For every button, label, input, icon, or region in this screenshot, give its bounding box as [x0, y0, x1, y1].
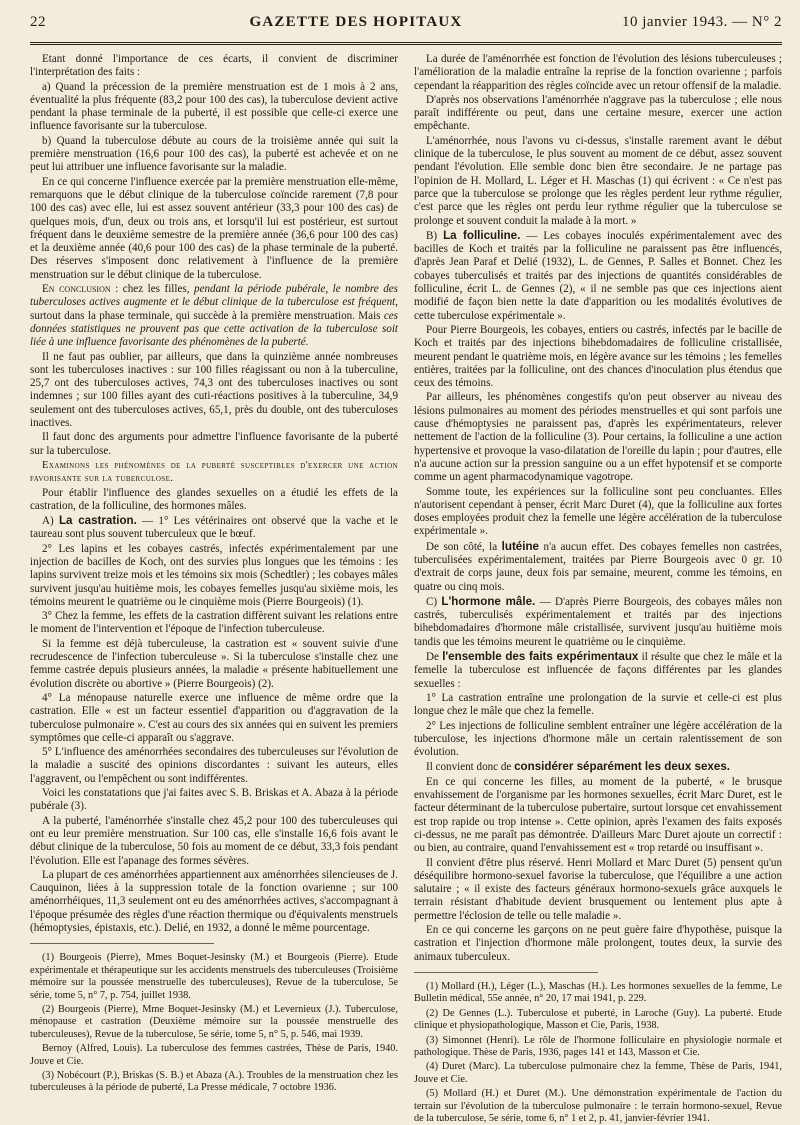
text-run: Il convient donc de [426, 761, 515, 774]
text-run: — D'après Pierre Bourgeois, des cobayes mâles non castrés, tuberculisés expérimentalement et traités par des injections bihebdomadaires d'hormone mâle cristallisée, survivent jusqu'au huitième mois tandis que les témoins meurent le quatrième ou le cinquième. [414, 595, 782, 648]
subsection-title: La folliculine. [443, 228, 521, 242]
text-run: : chez les filles, [110, 283, 195, 296]
paragraph: 3° Chez la femme, les effets de la castration diffèrent suivant les relations entre le moment de l'intervention et l'époque de l'infection tuberculeuse. [30, 610, 398, 636]
text-run: De [426, 651, 443, 664]
paragraph: Somme toute, les expériences sur la folliculine sont peu concluantes. Elles n'autorisent cependant à penser, écrit Marc Duret (4), que la folliculine aux fortes doses employées produit chez la femelle une légère accélération de la tuberculose expérimentale ». [414, 485, 782, 538]
conclusion-paragraph [30, 283, 398, 349]
subsection-castration [30, 514, 398, 542]
footnote: (3) Simonnet (Henri). Le rôle de l'hormone folliculaire en physiologie normale et pathologique. Thèse de Paris, 1936, pages 141 et 143, Masson et Cie. [414, 1034, 782, 1058]
paragraph: En ce qui concerne l'influence exercée par la première menstruation elle-même, remarquons que le début clinique de la tuberculose coïncide rarement (7,8 pour 100 des cas) avec elle, lui est assez souvent antérieur (33,3 pour 100 des cas) de quelques mois, d'un, deux ou trois ans, et lorsqu'il lui est postérieur, est surtout fréquent dans le deuxième semestre de la première année (36,6 pour 100 des cas) et la deuxième année (40,6 pour 100 des cas) de la phase terminale de la puberté. Des réserves s'imposent donc relativement à l'influence de la première menstruation sur le début clinique de la tuberculose. [30, 175, 398, 281]
journal-title: GAZETTE DES HOPITAUX [249, 14, 463, 30]
footnote: (1) Bourgeois (Pierre), Mmes Boquet-Jesinsky (M.) et Bourgeois (Pierre). Etude expérimentale et thérapeutique sur les accidents menstruels des tuberculeuses (Troisième mémoire sur la poussée menstruelle des tuberculeuses), Revue de la tuberculose, 5e série, tome 5, n° 7, p. 754, juillet 1938. [30, 952, 398, 1001]
paragraph: Etant donné l'importance de ces écarts, il convient de discriminer l'interprétation des faits : [30, 53, 398, 79]
summary-paragraph [414, 650, 782, 691]
subsection-folliculine [414, 229, 782, 323]
text-run: , surtout dans la phase terminale, qui succède à la première menstruation. Mais [30, 296, 398, 322]
footnote: (1) Mollard (H.), Léger (L.), Maschas (H.). Les hormones sexuelles de la femme, Le Bulletin médical, 55e année, n° 20, 17 mai 1941, p. 229. [414, 980, 782, 1005]
paragraph: Il ne faut pas oublier, par ailleurs, que dans la quinzième année nombreuses sont les tuberculoses inactives : sur 100 filles réagissant ou non à la tuberculine, 25,7 ont des tuberculoses actives, 74,3 ont des tuberculoses inactives ou sont indemnes ; sur 100 filles ayant des cuti-réactions positives à la tuberculine, 34,9 seulement ont des tuberculoses actives, 65,1, près du double, ont des tuberculoses inactives. [30, 350, 398, 430]
text-run: — 1° Les vétérinaires ont observé que la vache et le taureau sont plus souvent tuberculeux que le bœuf. [30, 515, 398, 541]
footnote: (4) Duret (Marc). La tuberculose pulmonaire chez la femme, Thèse de Paris, 1941, Jouve et Cie. [414, 1061, 782, 1085]
running-header [30, 14, 782, 45]
footnote: (5) Mollard (H.) et Duret (M.). Une démonstration expérimentale de l'action du terrain sur l'évolution de la tuberculose pulmonaire : le terrain hormono-sexuel, Revue de la tuberculose, 5e série, tome 6, n° 1 et 2, p. 41, janvier-février 1941. [414, 1088, 782, 1124]
subsection-label: B) [426, 229, 444, 242]
paragraph: D'après nos observations l'aménorrhée n'aggrave pas la tuberculose ; elle nous paraît indifférente ou peut, dans une certaine mesure, exercer une action empêchante. [414, 93, 782, 133]
keyword-two-sexes: considérer séparément les deux sexes. [514, 760, 730, 774]
keyword-luteine: lutéine [501, 539, 540, 553]
text-run: De son côté, la [426, 540, 502, 553]
paragraph: En ce qui concerne les filles, au moment de la puberté, « le brusque envahissement de l'organisme par les hormones sexuelles, écrit Marc Duret, est le facteur déterminant de la tuberculose pubertaire, surtout lorsque cet envahissement est trop rapide ou trop intense ». Cette opinion, après l'examen des faits exposés ci-dessus, ne me paraît pas démontrée. D'ailleurs Marc Duret ajoute un correctif : ou bien, au contraire, quand l'envahissement est « trop retardé ou insuffisant ». [414, 775, 782, 855]
separate-sexes-paragraph [414, 760, 782, 774]
paragraph: En ce qui concerne les garçons on ne peut guère faire d'hypothèse, puisque la castration et l'injection d'hormone mâle prolongent, toutes deux, la survie des animaux tuberculeux. [414, 924, 782, 963]
paragraph: L'aménorrhée, nous l'avons vu ci-dessus, s'installe rarement avant le début clinique de la tuberculose, le plus souvent au moment de ce début, assez souvent pendant l'évolution. Elle semble donc bien être secondaire. Je ne partage pas l'opinion de H. Mollard, L. Léger et H. Maschas (1) qui écrivent : « Ce n'est pas parce que la tuberculose se prolonge que les règles perdent leur rythme régulier, c'est parce que les règles ont perdu leur rythme régulier que la tuberculose se prolonge et souvent conduit la malade à la mort. » [414, 134, 782, 227]
footnote: Bernoy (Alfred, Louis). La tuberculose des femmes castrées, Thèse de Paris, 1940. Jouve et Cie. [30, 1043, 398, 1067]
footnotes-right [414, 981, 782, 1125]
paragraph: 2° Les lapins et les cobayes castrés, infectés expérimentalement par une injection de bacilles de Koch, ont des survies plus longues que les témoins : les lapins survivent treize mois et les témoins six mois (Schedtler) ; les cobayes mâles survivent jusqu'au huitième mois, les cobayes femelles jusqu'au sixième mois, les témoins meurent le quatrième ou le cinquième mois (Pierre Bourgeois) (1). [30, 542, 398, 608]
paragraph: 5° L'influence des aménorrhées secondaires des tuberculeuses sur l'évolution de la maladie a suscité des opinions discordantes : suivant les auteurs, elles l'aggravent, ou l'empêchent ou sont indifférentes. [30, 746, 398, 785]
footnote: (3) Nobécourt (P.), Briskas (S. B.) et Abaza (A.). Troubles de la menstruation chez les tuberculeuses à la période de puberté, La Presse médicale, 7 octobre 1936. [30, 1069, 398, 1094]
subsection-title: La castration. [58, 514, 137, 528]
luteine-paragraph [414, 540, 782, 594]
text-run: n'a aucun effet. Des cobayes femelles non castrées, tuberculisées expérimentalement, traitées par Pierre Bourgeois avec 0 gr. 10 d'extrait de corps jaune, deux fois par semaine, meurent, comme les témoins, en quatre ou cinq mois. [414, 540, 782, 593]
subsection-title: L'hormone mâle. [441, 594, 536, 608]
text-run: il résulte que chez le mâle et la femelle la tuberculose est influencée de façons différentes par les glandes sexuelles : [414, 651, 782, 690]
subsection-label: C) [426, 595, 442, 608]
left-column [30, 53, 398, 1098]
paragraph: Si la femme est déjà tuberculeuse, la castration est « souvent suivie d'une recrudescence de l'infection tuberculeuse ». Si la tuberculose s'installe chez une femme castrée depuis plusieurs années, la maladie « présente habituellement une évolution discrète ou abortive » (Pierre Bourgeois) (2). [30, 637, 398, 690]
paragraph: Voici les constatations que j'ai faites avec S. B. Briskas et A. Abaza à la période pubérale (3). [30, 787, 398, 813]
paragraph: La plupart de ces aménorrhées appartiennent aux aménorrhées silencieuses de J. Cauquinon, liées à la suppression totale de la fonction ovarienne ; sur 100 aménorrhéiques, 11,3 seulement ont eu des aménorrhées actives, s'accompagnant à l'époque présumée des règles d'une réaction thermique ou d'équivalents menstruels (hémoptysies, épistaxis, etc.). Delié, en 1932, a donné le même pourcentage. [30, 868, 398, 934]
conclusion-lead: En conclusion [42, 283, 111, 296]
emphasis: pendant la période pubérale, le nombre des tuberculoses actives augmente et le début clinique de la tuberculose est fréquent [30, 283, 398, 309]
subsection-label: A) [42, 515, 59, 528]
paragraph: Pour établir l'influence des glandes sexuelles on a étudié les effets de la castration, de la folliculine, des hormones mâles. [30, 486, 398, 512]
paragraph: Il convient d'être plus réservé. Henri Mollard et Marc Duret (5) pensent qu'un déséquilibre hormono-sexuel favorise la tuberculose, que l'équilibre a une action salutaire ; « il existe des facteurs généraux hormono-sexuels grâce auxquels le terrain résistant d'habitude devient brusquement ou lentement plus apte à permettre l'éclosion de telle ou telle maladie ». [414, 856, 782, 922]
footnotes-left [30, 952, 398, 1094]
emphasis: ces données statistiques ne prouvent pas que cette activation de la tuberculose soit liée à une influence favorisante des phénomènes de la puberté. [30, 309, 398, 349]
paragraph: A la puberté, l'aménorrhée s'installe chez 45,2 pour 100 des tuberculeuses qui ont eu leur première menstruation. Sur 100 cas, elle s'installe 16,6 fois avant le début clinique de la tuberculose, 50 fois au moment de ce début, 33,3 fois pendant l'évolution. Elle est l'apanage des formes sévères. [30, 814, 398, 867]
text-run: — Les cobayes inoculés expérimentalement avec des bacilles de Koch et traités par la folliculine ne paraissent pas être influencés, d'après Jean Paraf et Delié (1932), L. de Gennes, P. Salles et Bonnet. Chez les cobayes tuberculisés et traités par des injections de quantités considérables de folliculine, écrit L. de Gennes (2), « il ne semble pas que ces injections aient modifié de façon bien nette la date d'apparition ou les modalités évolutives de cette tuberculose expérimentale ». [414, 229, 782, 322]
footnote: (2) De Gennes (L.). Tuberculose et puberté, in Laroche (Guy). La puberté. Etude clinique et physiopathologique, Masson et Cie, Paris, 1938. [414, 1007, 782, 1032]
columns [30, 53, 782, 1124]
page-number: 22 [30, 14, 46, 30]
issue-date: 10 janvier 1943. — N° 2 [622, 14, 782, 30]
paragraph: La durée de l'aménorrhée est fonction de l'évolution des lésions tuberculeuses ; l'amélioration de la maladie entraîne la reprise de la fonction ovarienne ; parfois cependant la réapparition des règles coïncide avec un retour offensif de la maladie. [414, 53, 782, 92]
paragraph: Il faut donc des arguments pour admettre l'influence favorisante de la puberté sur la tuberculose. [30, 431, 398, 457]
paragraph: b) Quand la tuberculose débute au cours de la troisième année qui suit la première menstruation (16,6 pour 100 des cas), la puberté est achevée et on ne peut lui attribuer une influence favorisante sur la maladie. [30, 134, 398, 174]
footnote-divider [30, 943, 214, 944]
paragraph: 1° La castration entraîne une prolongation de la survie et celle-ci est plus longue chez le mâle que chez la femelle. [414, 691, 782, 718]
paragraph: a) Quand la précession de la première menstruation est de 1 mois à 2 ans, éventualité la plus fréquente (83,2 pour 100 des cas), la tuberculose devient active pendant la phase terminale de la puberté, il est possible que celle-ci exerce une influence favorisante sur la tuberculose. [30, 80, 398, 133]
subsection-hormone-male [414, 595, 782, 649]
paragraph: Par ailleurs, les phénomènes congestifs qu'on peut observer au niveau des lésions pulmonaires au moment des périodes menstruelles et qui sont parfois une cause d'hémoptysies ne paraissent pas, d'après les expérimentateurs, relever nettement de l'action de la folliculine (3). Pour certains, la folliculine a une action hypertensive et provoque la vaso-dilatation de l'oreille du lapin ; pour d'autres, elle n'a aucune action sur la pression sanguine ou a un effet hypotensif et se comporte comme un agent pharmacodynamique vagotrope. [414, 391, 782, 484]
right-column [414, 53, 782, 1124]
paragraph: 4° La ménopause naturelle exerce une influence de même ordre que la castration. Elle « est un facteur essentiel d'apparition ou d'aggravation de la tuberculose pulmonaire ». C'est au cours des six années qui en suivent les premiers symptômes que celle-ci apparaît ou s'aggrave. [30, 691, 399, 744]
section-title: Examinons les phénomènes de la puberté susceptibles d'exercer une action favorisante sur la tuberculose. [30, 459, 398, 485]
paragraph: 2° Les injections de folliculine semblent entraîner une légère accélération de la tuberculose, les injections d'hormone mâle un certain ralentissement de son évolution. [414, 719, 782, 759]
footnote-divider [414, 972, 598, 973]
keyword-experimental-facts: l'ensemble des faits expérimentaux [442, 650, 639, 664]
paragraph: Pour Pierre Bourgeois, les cobayes, entiers ou castrés, infectés par le bacille de Koch et traités par des injections bihebdomadaires de folliculine cristallisée, meurent pendant le quatrième mois, en légère avance sur les témoins ; les femelles entières, traitées par la folliculine, ont des chances d'inoculation plus étendus que ceux des témoins. [414, 323, 782, 390]
footnote: (2) Bourgeois (Pierre), Mme Boquet-Jesinsky (M.) et Levernieux (J.). Tuberculose, ménopause et castration (Deuxième mémoire sur la poussée menstruelle des tuberculeuses), Revue de la tuberculose, 5e série, tome 5, n° 5, p. 546, mai 1939. [30, 1003, 398, 1040]
